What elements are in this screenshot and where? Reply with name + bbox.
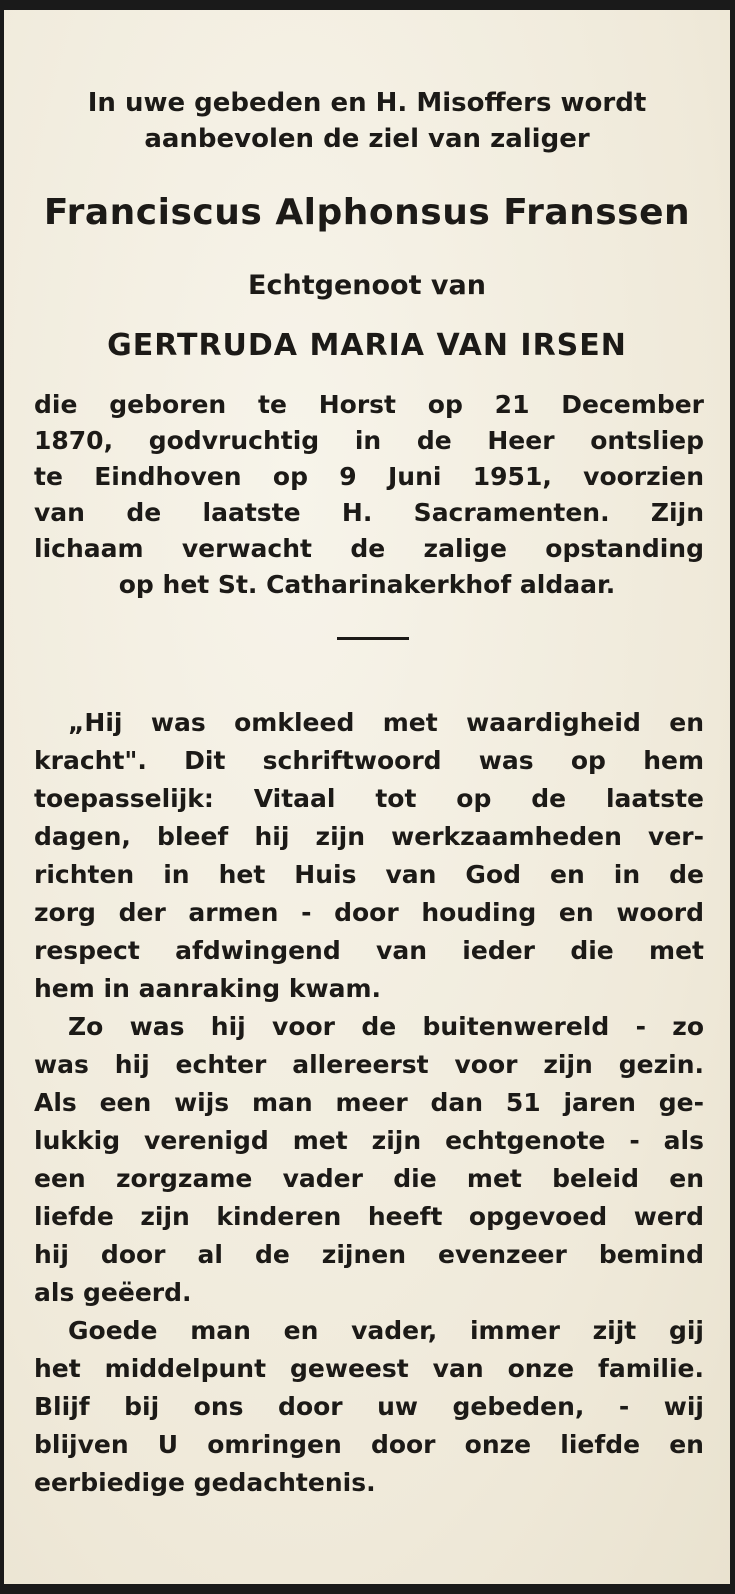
tribute-line: toepasselijk: Vitaal tot op de laatste [34,784,704,813]
intro-line-1: In uwe gebeden en H. Misoffers wordt [87,88,647,118]
memorial-card [4,10,730,1584]
tribute-line: Zo was hij voor de buitenwereld - zo [68,1012,704,1041]
tribute-line: kracht". Dit schriftwoord was op hem [34,746,704,775]
tribute-line: Goede man en vader, immer zijt gij [68,1316,704,1345]
tribute-line: was hij echter allereerst voor zijn gezin. [34,1050,704,1079]
tribute-line: lukkig verenigd met zijn echtgenote - als [34,1126,704,1155]
tribute-line: blijven U omringen door onze liefde en [34,1430,704,1459]
tribute-line: dagen, bleef hij zijn werkzaamheden ver- [34,822,704,851]
bio-line: op het St. Catharinakerkhof aldaar. [118,570,616,599]
tribute-line: zorg der armen - door houding en woord [34,898,704,927]
tribute-line: een zorgzame vader die met beleid en [34,1164,704,1193]
tribute-line: het middelpunt geweest van onze familie. [34,1354,704,1383]
intro-line-2: aanbevolen de ziel van zaliger [144,124,590,154]
spouse-intro: Echtgenoot van [248,270,486,301]
tribute-line: richten in het Huis van God en in de [34,860,704,889]
tribute-line: liefde zijn kinderen heeft opgevoed werd [34,1202,704,1231]
tribute-line: „Hij was omkleed met waardigheid en [68,708,704,737]
tribute-line: eerbiedige gedachtenis. [34,1468,376,1497]
bio-line: van de laatste H. Sacramenten. Zijn [34,498,704,527]
deceased-name: Franciscus Alphonsus Franssen [43,192,691,233]
tribute-line: Als een wijs man meer dan 51 jaren ge- [34,1088,704,1117]
tribute-line: hij door al de zijnen evenzeer bemind [34,1240,704,1269]
tribute-line: Blijf bij ons door uw gebeden, - wij [34,1392,704,1421]
bio-line: 1870, godvruchtig in de Heer ontsliep [34,426,704,455]
tribute-line: als geëerd. [34,1278,192,1307]
bio-line: lichaam verwacht de zalige opstanding [34,534,704,563]
bio-line: te Eindhoven op 9 Juni 1951, voorzien [34,462,704,491]
tribute-line: respect afdwingend van ieder die met [34,936,704,965]
bio-line: die geboren te Horst op 21 December [34,390,704,419]
spouse-name: GERTRUDA MARIA VAN IRSEN [107,328,627,363]
divider-rule [337,637,409,640]
tribute-line: hem in aanraking kwam. [34,974,382,1003]
